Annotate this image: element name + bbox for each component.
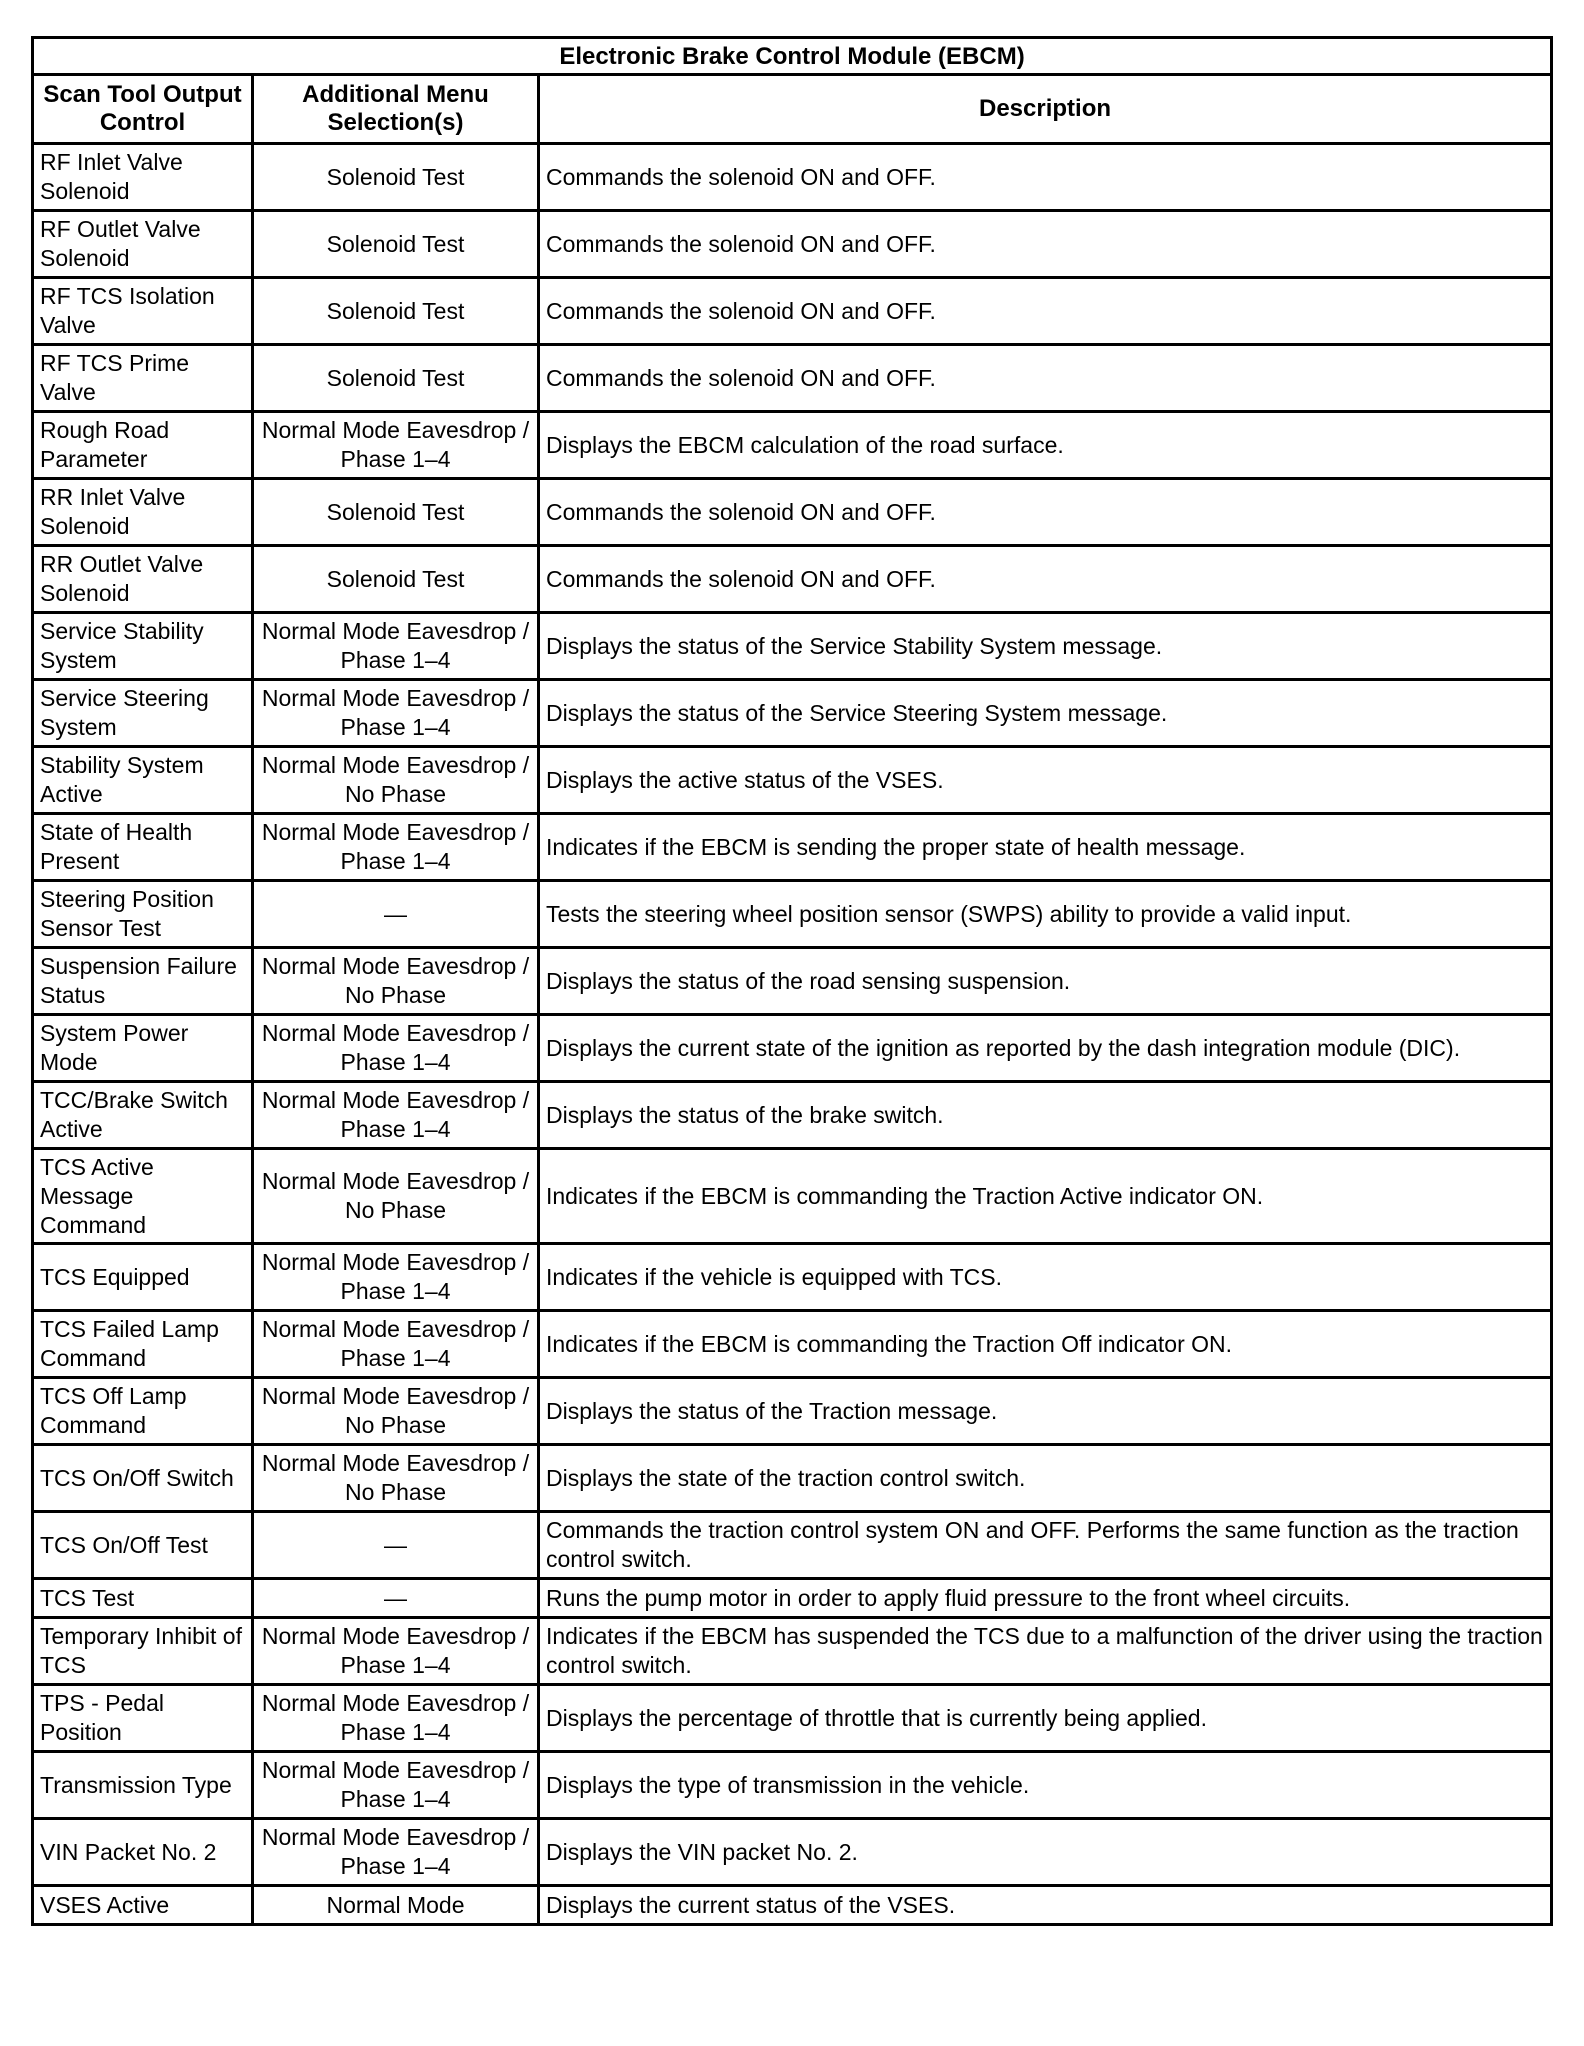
row-menu-selection: Solenoid Test	[253, 211, 539, 278]
row-description: Displays the status of the road sensing suspension.	[539, 948, 1552, 1015]
row-output-control: VSES Active	[33, 1886, 253, 1925]
row-menu-selection: Normal Mode	[253, 1886, 539, 1925]
table-row	[33, 546, 1552, 613]
row-description: Displays the current state of the ignition as reported by the dash integration module (DIC).	[539, 1015, 1552, 1082]
table-row	[33, 1015, 1552, 1082]
table-row	[33, 1819, 1552, 1886]
ebcm-table	[31, 36, 1553, 1926]
row-menu-selection: Solenoid Test	[253, 144, 539, 211]
row-menu-selection: Normal Mode Eavesdrop / Phase 1–4	[253, 1015, 539, 1082]
row-output-control: RF TCS Prime Valve	[33, 345, 253, 412]
row-output-control: RF Outlet Valve Solenoid	[33, 211, 253, 278]
row-description: Displays the percentage of throttle that is currently being applied.	[539, 1685, 1552, 1752]
header-menu-selection: Additional Menu Selection(s)	[253, 75, 539, 144]
row-description: Commands the solenoid ON and OFF.	[539, 278, 1552, 345]
row-description: Commands the solenoid ON and OFF.	[539, 479, 1552, 546]
row-menu-selection: Normal Mode Eavesdrop / No Phase	[253, 1149, 539, 1244]
table-row	[33, 1311, 1552, 1378]
row-output-control: TCS Active Message Command	[33, 1149, 253, 1244]
table-row	[33, 479, 1552, 546]
row-output-control: TCS Off Lamp Command	[33, 1378, 253, 1445]
row-output-control: Service Stability System	[33, 613, 253, 680]
table-row	[33, 1378, 1552, 1445]
row-menu-selection: Normal Mode Eavesdrop / Phase 1–4	[253, 1244, 539, 1311]
row-menu-selection: —	[253, 1512, 539, 1579]
table-title: Electronic Brake Control Module (EBCM)	[33, 38, 1552, 75]
row-output-control: Rough Road Parameter	[33, 412, 253, 479]
table-row	[33, 1149, 1552, 1244]
row-menu-selection: Normal Mode Eavesdrop / Phase 1–4	[253, 1685, 539, 1752]
table-row	[33, 948, 1552, 1015]
row-output-control: TCS Equipped	[33, 1244, 253, 1311]
row-output-control: RR Inlet Valve Solenoid	[33, 479, 253, 546]
row-description: Displays the status of the brake switch.	[539, 1082, 1552, 1149]
row-output-control: TPS - Pedal Position	[33, 1685, 253, 1752]
row-output-control: Steering Position Sensor Test	[33, 881, 253, 948]
table-row	[33, 1579, 1552, 1618]
row-menu-selection: Normal Mode Eavesdrop / Phase 1–4	[253, 814, 539, 881]
row-description: Tests the steering wheel position sensor (SWPS) ability to provide a valid input.	[539, 881, 1552, 948]
row-description: Displays the active status of the VSES.	[539, 747, 1552, 814]
row-description: Displays the EBCM calculation of the road surface.	[539, 412, 1552, 479]
table-row	[33, 211, 1552, 278]
row-menu-selection: Solenoid Test	[253, 479, 539, 546]
row-output-control: VIN Packet No. 2	[33, 1819, 253, 1886]
row-description: Commands the solenoid ON and OFF.	[539, 211, 1552, 278]
table-row	[33, 881, 1552, 948]
row-menu-selection: Normal Mode Eavesdrop / Phase 1–4	[253, 613, 539, 680]
row-description: Indicates if the EBCM is sending the proper state of health message.	[539, 814, 1552, 881]
row-description: Displays the status of the Service Steering System message.	[539, 680, 1552, 747]
row-menu-selection: Normal Mode Eavesdrop / Phase 1–4	[253, 1311, 539, 1378]
row-description: Commands the solenoid ON and OFF.	[539, 345, 1552, 412]
row-output-control: Temporary Inhibit of TCS	[33, 1618, 253, 1685]
header-description: Description	[539, 75, 1552, 144]
table-row	[33, 680, 1552, 747]
row-menu-selection: Normal Mode Eavesdrop / Phase 1–4	[253, 1618, 539, 1685]
row-menu-selection: Solenoid Test	[253, 345, 539, 412]
table-row	[33, 1445, 1552, 1512]
row-description: Indicates if the EBCM is commanding the Traction Active indicator ON.	[539, 1149, 1552, 1244]
row-menu-selection: Normal Mode Eavesdrop / No Phase	[253, 1378, 539, 1445]
row-menu-selection: Normal Mode Eavesdrop / Phase 1–4	[253, 680, 539, 747]
table-row	[33, 1082, 1552, 1149]
table-row	[33, 278, 1552, 345]
row-description: Displays the VIN packet No. 2.	[539, 1819, 1552, 1886]
row-description: Indicates if the EBCM is commanding the Traction Off indicator ON.	[539, 1311, 1552, 1378]
table-row	[33, 1886, 1552, 1925]
row-description: Runs the pump motor in order to apply fluid pressure to the front wheel circuits.	[539, 1579, 1552, 1618]
row-output-control: TCS On/Off Switch	[33, 1445, 253, 1512]
row-output-control: Service Steering System	[33, 680, 253, 747]
row-output-control: TCS Test	[33, 1579, 253, 1618]
row-menu-selection: Normal Mode Eavesdrop / No Phase	[253, 948, 539, 1015]
table-row	[33, 1618, 1552, 1685]
row-menu-selection: Solenoid Test	[253, 278, 539, 345]
row-description: Displays the state of the traction control switch.	[539, 1445, 1552, 1512]
table-row	[33, 412, 1552, 479]
row-output-control: RF TCS Isolation Valve	[33, 278, 253, 345]
row-description: Commands the solenoid ON and OFF.	[539, 546, 1552, 613]
row-menu-selection: Normal Mode Eavesdrop / Phase 1–4	[253, 1819, 539, 1886]
row-output-control: Suspension Failure Status	[33, 948, 253, 1015]
row-description: Indicates if the vehicle is equipped with TCS.	[539, 1244, 1552, 1311]
row-output-control: System Power Mode	[33, 1015, 253, 1082]
row-menu-selection: —	[253, 881, 539, 948]
row-description: Displays the status of the Traction message.	[539, 1378, 1552, 1445]
row-menu-selection: Normal Mode Eavesdrop / Phase 1–4	[253, 1082, 539, 1149]
table-row	[33, 144, 1552, 211]
row-description: Commands the solenoid ON and OFF.	[539, 144, 1552, 211]
row-description: Indicates if the EBCM has suspended the TCS due to a malfunction of the driver using the traction control switch.	[539, 1618, 1552, 1685]
table-row	[33, 1685, 1552, 1752]
row-output-control: RR Outlet Valve Solenoid	[33, 546, 253, 613]
table-row	[33, 613, 1552, 680]
row-description: Displays the status of the Service Stability System message.	[539, 613, 1552, 680]
row-description: Displays the type of transmission in the vehicle.	[539, 1752, 1552, 1819]
row-output-control: Transmission Type	[33, 1752, 253, 1819]
row-description: Displays the current status of the VSES.	[539, 1886, 1552, 1925]
table-row	[33, 747, 1552, 814]
table-row	[33, 1512, 1552, 1579]
row-output-control: Stability System Active	[33, 747, 253, 814]
row-menu-selection: Normal Mode Eavesdrop / Phase 1–4	[253, 1752, 539, 1819]
table-row	[33, 345, 1552, 412]
header-scan-tool: Scan Tool Output Control	[33, 75, 253, 144]
table-row	[33, 1752, 1552, 1819]
row-output-control: RF Inlet Valve Solenoid	[33, 144, 253, 211]
row-menu-selection: —	[253, 1579, 539, 1618]
row-menu-selection: Normal Mode Eavesdrop / No Phase	[253, 1445, 539, 1512]
row-output-control: TCS Failed Lamp Command	[33, 1311, 253, 1378]
table-row	[33, 1244, 1552, 1311]
row-output-control: TCS On/Off Test	[33, 1512, 253, 1579]
row-menu-selection: Solenoid Test	[253, 546, 539, 613]
row-menu-selection: Normal Mode Eavesdrop / No Phase	[253, 747, 539, 814]
row-output-control: State of Health Present	[33, 814, 253, 881]
row-description: Commands the traction control system ON and OFF. Performs the same function as the traction control switch.	[539, 1512, 1552, 1579]
row-menu-selection: Normal Mode Eavesdrop / Phase 1–4	[253, 412, 539, 479]
row-output-control: TCC/Brake Switch Active	[33, 1082, 253, 1149]
table-row	[33, 814, 1552, 881]
